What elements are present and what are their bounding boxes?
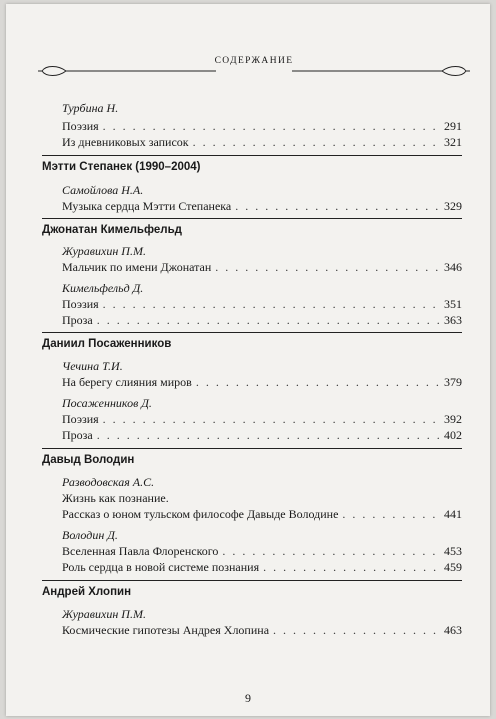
toc-entry-title: Рассказ о юном тульском философе Давыде Володине [62,507,339,521]
leader-dots [193,134,440,150]
page-header [36,52,472,82]
toc-entry-page: 363 [444,313,462,327]
toc-entry-title: На берегу слияния миров [62,375,192,389]
toc-entry-title: Мальчик по имени Джонатан [62,260,212,274]
toc-entry-page: 379 [444,375,462,389]
toc-entry-page: 346 [444,260,462,274]
toc-author: Турбина Н. [62,101,119,115]
toc-entry-page: 329 [444,199,462,213]
leader-dots [222,543,440,559]
toc-entry-page: 321 [444,135,462,149]
leader-dots [97,427,440,443]
toc-entry [62,198,462,214]
toc-entry [62,259,462,275]
section-title: Даниил Посаженников [42,338,172,350]
toc-entry-title: Поэзия [62,412,99,426]
toc-entry-page: 453 [444,544,462,558]
leader-dots [263,559,440,575]
section-divider [42,332,462,333]
toc-author: Посаженников Д. [62,396,152,410]
toc-entry-title: Музыка сердца Мэтти Степанека [62,199,232,213]
book-page [6,4,490,716]
section-divider [42,448,462,449]
leader-dots [196,374,440,390]
header-ornament-rule [36,64,472,78]
toc-entry [62,134,462,150]
toc-entry-title: Из дневниковых записок [62,135,189,149]
toc-entry [62,296,462,312]
toc-entry-title: Поэзия [62,119,99,133]
toc-entry-title: Проза [62,313,93,327]
toc-author: Володин Д. [62,528,118,542]
toc-entry-page: 351 [444,297,462,311]
toc-entry-title: Роль сердца в новой системе познания [62,560,260,574]
section-title: Давыд Володин [42,454,135,466]
toc-entry-page: 441 [444,507,462,521]
leader-dots [103,118,440,134]
toc-entry-page: 402 [444,428,462,442]
toc-entry [62,374,462,390]
leader-dots [97,312,440,328]
section-divider [42,580,462,581]
leader-dots [103,411,440,427]
leader-dots [215,259,440,275]
page-number: 9 [245,691,251,705]
toc-entry-title: Вселенная Павла Флоренского [62,544,219,558]
leader-dots [103,296,440,312]
toc-entry-page: 463 [444,623,462,637]
toc-entry [62,559,462,575]
section-title: Джонатан Кимельфельд [42,224,182,236]
toc-entry [62,312,462,328]
toc-entry-title-line: Жизнь как познание. [62,491,169,505]
toc-author: Чечина Т.И. [62,359,123,373]
toc-author: Журавихин П.М. [62,244,146,258]
toc-entry [62,622,462,638]
toc-entry [62,411,462,427]
toc-entry-page: 459 [444,560,462,574]
toc-author: Самойлова Н.А. [62,183,144,197]
leader-dots [273,622,440,638]
leader-dots [342,506,440,522]
header-title: СОДЕРЖАНИЕ [214,56,294,66]
section-divider [42,155,462,156]
toc-author: Разводовская А.С. [62,475,155,489]
toc-entry-title: Космические гипотезы Андрея Хлопина [62,623,270,637]
section-title: Андрей Хлопин [42,586,132,598]
toc-entry-title: Поэзия [62,297,99,311]
toc-author: Журавихин П.М. [62,607,146,621]
section-title: Мэтти Степанек (1990–2004) [42,161,201,173]
toc-entry [62,506,462,522]
toc-entry [62,427,462,443]
toc-entry-title: Проза [62,428,93,442]
toc-entry [62,543,462,559]
toc-entry-page: 291 [444,119,462,133]
leader-dots [235,198,440,214]
toc-entry-page: 392 [444,412,462,426]
section-divider [42,218,462,219]
toc-author: Кимельфельд Д. [62,281,144,295]
toc-entry [62,118,462,134]
